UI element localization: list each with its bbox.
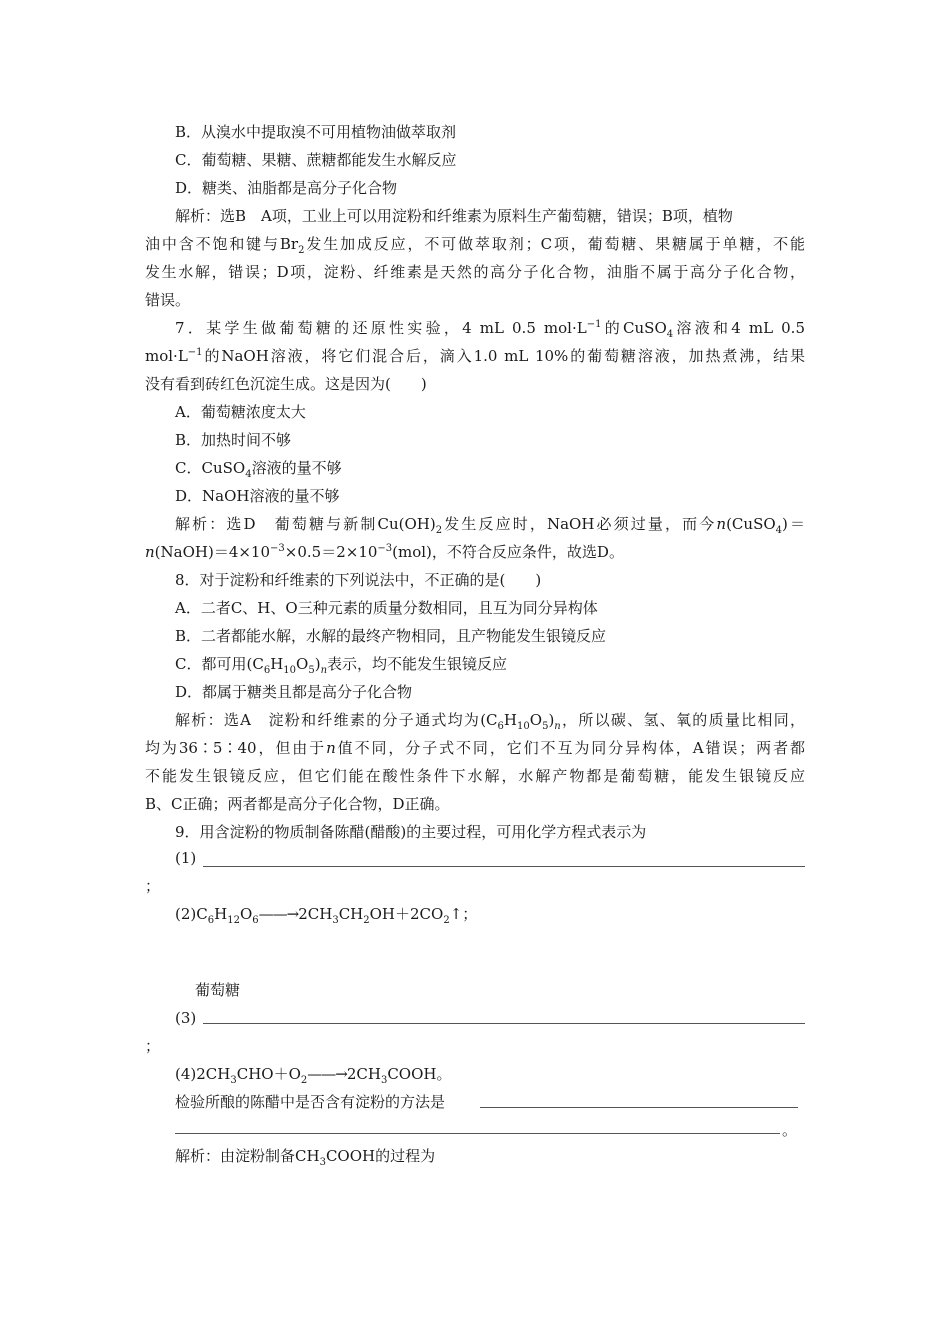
q9-test-period: 。	[782, 1121, 798, 1139]
q7-option-a: A．葡萄糖浓度太大	[175, 403, 306, 421]
q8-option-d: D．都属于糖类且都是高分子化合物	[175, 683, 413, 701]
q9-step1-answer-blank[interactable]	[203, 866, 805, 867]
q8-stem: 8．对于淀粉和纤维素的下列说法中，不正确的是( )	[175, 571, 542, 589]
q8-option-a: A．二者C、H、O三种元素的质量分数相同，且互为同分异构体	[175, 599, 598, 617]
q9-test-question: 检验所酿的陈醋中是否含有淀粉的方法是	[175, 1093, 446, 1111]
q9-analysis: 解析：由淀粉制备$CH_3COOH$的过程为	[175, 1147, 436, 1168]
q7-stem-line3: 没有看到砖红色沉淀生成。这是因为( )	[145, 375, 427, 393]
q8-analysis-line2: 均为36∶5∶40，但由于n值不同，分子式不同，它们不互为同分异构体，A错误；两者都	[145, 739, 805, 757]
q6-analysis-line1: 解析：选B A项，工业上可以用淀粉和纤维素为原料生产葡萄糖，错误；B项，植物	[175, 207, 733, 225]
q7-analysis-line1: 解析：选D 葡萄糖与新制$Cu(OH)_2$发生反应时，NaOH必须过量，而今n(CuSO$_4$)＝	[175, 515, 806, 536]
q7-option-b: B．加热时间不够	[175, 431, 292, 449]
q6-option-d: D．糖类、油脂都是高分子化合物	[175, 179, 398, 197]
q9-step3-semicolon: ；	[145, 1037, 161, 1055]
q8-analysis-line4: B、C正确；两者都是高分子化合物，D正确。	[145, 795, 450, 813]
q7-analysis-line2: $n(NaOH)=4\times 10^{-3}\times 0.5=2\times 10^{-3}(mol)$，不符合反应条件，故选D。	[145, 543, 624, 561]
q9-step4-equation: $(4)2CH_3CHO+O_2——\to 2CH_3COOH$。	[175, 1065, 452, 1086]
q8-option-b: B．二者都能水解，水解的最终产物相同，且产物能发生银镜反应	[175, 627, 607, 645]
q7-stem-line2: $mol\cdot L^{-1}$的NaOH溶液，将它们混合后，滴入1.0 mL 10%的葡萄糖溶液，加热煮沸，结果	[145, 347, 805, 365]
q6-analysis-line2: 油中含不饱和键与$Br_2$发生加成反应，不可做萃取剂；C项，葡萄糖、果糖属于单糖，不能	[145, 235, 805, 256]
q9-step3-answer-blank[interactable]	[203, 1023, 805, 1024]
q8-analysis-line1: 解析：选A 淀粉和纤维素的分子通式均为$(C_6H_{10}O_5)_n$，所以碳、氢、氧的质量比相同，	[175, 711, 805, 732]
q9-test-answer-blank-2[interactable]	[175, 1133, 780, 1134]
q6-option-c: C．葡萄糖、果糖、蔗糖都能发生水解反应	[175, 151, 457, 169]
q9-step1-label: (1)	[175, 849, 197, 867]
q9-test-answer-blank-1[interactable]	[480, 1107, 798, 1108]
q6-analysis-line4: 错误。	[145, 291, 191, 309]
q8-analysis-line3: 不能发生银镜反应，但它们能在酸性条件下水解，水解产物都是葡萄糖，能发生银镜反应	[145, 767, 805, 785]
q6-analysis-line3: 发生水解，错误；D项，淀粉、纤维素是天然的高分子化合物，油脂不属于高分子化合物，	[145, 263, 805, 281]
q6-option-b: B．从溴水中提取溴不可用植物油做萃取剂	[175, 123, 457, 141]
q7-option-c: C．CuSO$_4$溶液的量不够	[175, 459, 342, 480]
q9-step2-equation: $(2)C_6H_{12}O_6——\to 2CH_3CH_2OH+2CO_2↑$；	[175, 905, 478, 926]
q7-stem-line1: 7．某学生做葡萄糖的还原性实验，4 mL 0.5 $mol\cdot L^{-1}$的CuSO$_4$溶液和4 mL 0.5	[175, 319, 805, 340]
q9-stem: 9．用含淀粉的物质制备陈醋(醋酸)的主要过程，可用化学方程式表示为	[175, 823, 647, 841]
q9-step3-label: (3)	[175, 1009, 197, 1027]
q9-step2-condition: 葡萄糖	[195, 981, 241, 999]
q7-option-d: D．NaOH溶液的量不够	[175, 487, 340, 505]
q9-step1-semicolon: ；	[145, 877, 161, 895]
q8-option-c: C．都可用$(C_6H_{10}O_5)_n$表示，均不能发生银镜反应	[175, 655, 508, 676]
